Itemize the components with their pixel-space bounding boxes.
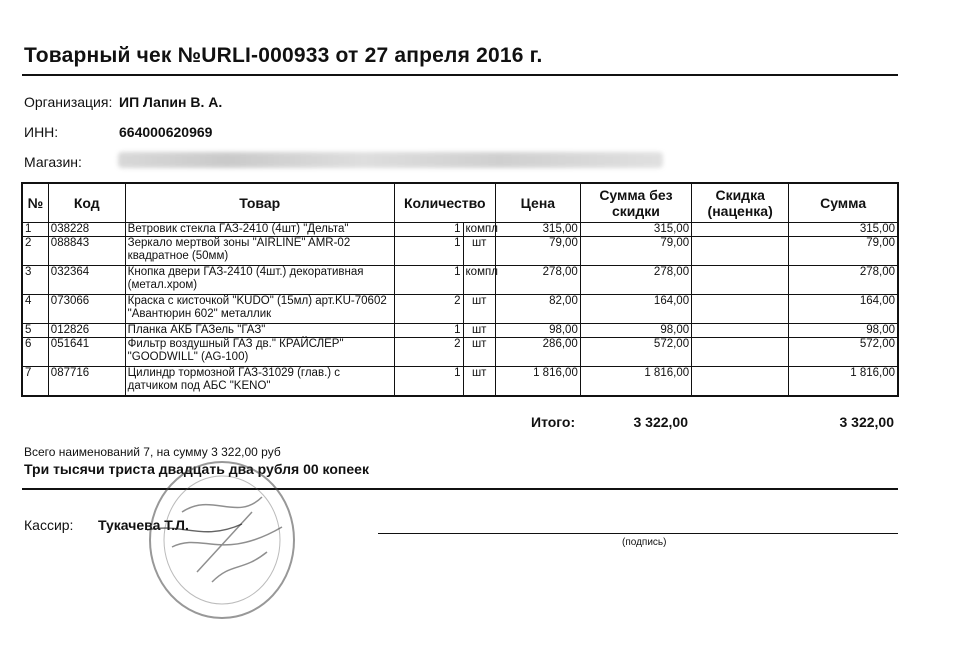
row-item: Кнопка двери ГАЗ-2410 (4шт.) декоративная (метал.хром) [125,266,394,295]
row-sum-no-discount: 572,00 [580,338,691,367]
row-qty: 1 [394,223,463,237]
table-row [22,237,898,266]
amount-in-words: Три тысячи триста двадцать два рубля 00 копеек [24,461,369,477]
header-code: Код [48,183,125,223]
row-item: Ветровик стекла ГАЗ-2410 (4шт) "Дельта" [125,223,394,237]
row-no: 3 [22,266,48,295]
cashier-name: Тукачева Т.Л. [98,517,189,533]
row-item: Краска с кисточкой "KUDO" (15мл) арт.KU-70602 "Авантюрин 602" металлик [125,295,394,324]
row-unit: шт [463,295,495,324]
row-qty: 1 [394,367,463,396]
row-code: 012826 [48,324,125,338]
row-qty: 1 [394,266,463,295]
row-price: 1 816,00 [495,367,580,396]
row-discount [692,338,789,367]
row-no: 1 [22,223,48,237]
row-discount [692,367,789,396]
row-unit: шт [463,237,495,266]
row-qty: 2 [394,338,463,367]
row-sum: 278,00 [789,266,898,295]
header-no: № [22,183,48,223]
row-sum: 1 816,00 [789,367,898,396]
row-no: 2 [22,237,48,266]
row-no: 6 [22,338,48,367]
header-sum-no-discount: Сумма без скидки [580,183,691,223]
row-unit: шт [463,324,495,338]
table-row [22,367,898,396]
row-no: 5 [22,324,48,338]
summary-line: Всего наименований 7, на сумму 3 322,00 руб [24,445,281,459]
row-item: Фильтр воздушный ГАЗ дв." КРАЙСЛЕР" "GOODWILL" (AG-100) [125,338,394,367]
items-table [21,182,899,397]
row-discount [692,266,789,295]
row-no: 4 [22,295,48,324]
row-sum-no-discount: 164,00 [580,295,691,324]
org-value: ИП Лапин В. А. [119,94,223,110]
stamp-seal-icon [142,452,302,622]
shop-label: Магазин: [24,154,82,170]
cashier-label: Кассир: [24,517,74,533]
receipt-title: Товарный чек №URLI-000933 от 27 апреля 2016 г. [24,44,543,67]
row-price: 82,00 [495,295,580,324]
row-sum-no-discount: 79,00 [580,237,691,266]
total-no-discount: 3 322,00 [633,414,688,430]
inn-value: 664000620969 [119,124,213,140]
row-unit: шт [463,338,495,367]
row-code: 032364 [48,266,125,295]
row-discount [692,324,789,338]
shop-value-redacted [118,152,663,168]
row-price: 286,00 [495,338,580,367]
row-sum-no-discount: 1 816,00 [580,367,691,396]
header-discount: Скидка (наценка) [692,183,789,223]
row-no: 7 [22,367,48,396]
row-price: 98,00 [495,324,580,338]
row-discount [692,223,789,237]
row-item: Цилиндр тормозной ГАЗ-31029 (глав.) с датчиком под АБС "KENO" [125,367,394,396]
row-sum-no-discount: 278,00 [580,266,691,295]
table-header-row [22,183,898,223]
row-sum-no-discount: 315,00 [580,223,691,237]
org-label: Организация: [24,94,113,110]
row-sum: 79,00 [789,237,898,266]
header-price: Цена [495,183,580,223]
row-code: 088843 [48,237,125,266]
row-price: 79,00 [495,237,580,266]
row-qty: 1 [394,237,463,266]
row-sum: 98,00 [789,324,898,338]
table-row [22,295,898,324]
table-row [22,324,898,338]
row-code: 038228 [48,223,125,237]
row-sum: 164,00 [789,295,898,324]
row-unit: шт [463,367,495,396]
total-label: Итого: [531,414,576,430]
row-item: Планка АКБ ГАЗель "ГАЗ" [125,324,394,338]
top-rule [22,74,898,76]
row-qty: 1 [394,324,463,338]
header-item: Товар [125,183,394,223]
row-discount [692,295,789,324]
row-sum: 572,00 [789,338,898,367]
row-code: 087716 [48,367,125,396]
signature-caption: (подпись) [622,537,667,548]
row-discount [692,237,789,266]
row-item: Зеркало мертвой зоны "AIRLINE" AMR-02 квадратное (50мм) [125,237,394,266]
row-qty: 2 [394,295,463,324]
header-sum: Сумма [789,183,898,223]
row-code: 073066 [48,295,125,324]
table-row [22,338,898,367]
row-code: 051641 [48,338,125,367]
total-sum: 3 322,00 [839,414,894,430]
row-price: 278,00 [495,266,580,295]
signature-line [378,533,898,534]
table-row [22,266,898,295]
row-sum-no-discount: 98,00 [580,324,691,338]
table-row [22,223,898,237]
inn-label: ИНН: [24,124,59,140]
header-qty: Количество [394,183,495,223]
row-unit: компл [463,223,495,237]
row-price: 315,00 [495,223,580,237]
row-sum: 315,00 [789,223,898,237]
row-unit: компл [463,266,495,295]
